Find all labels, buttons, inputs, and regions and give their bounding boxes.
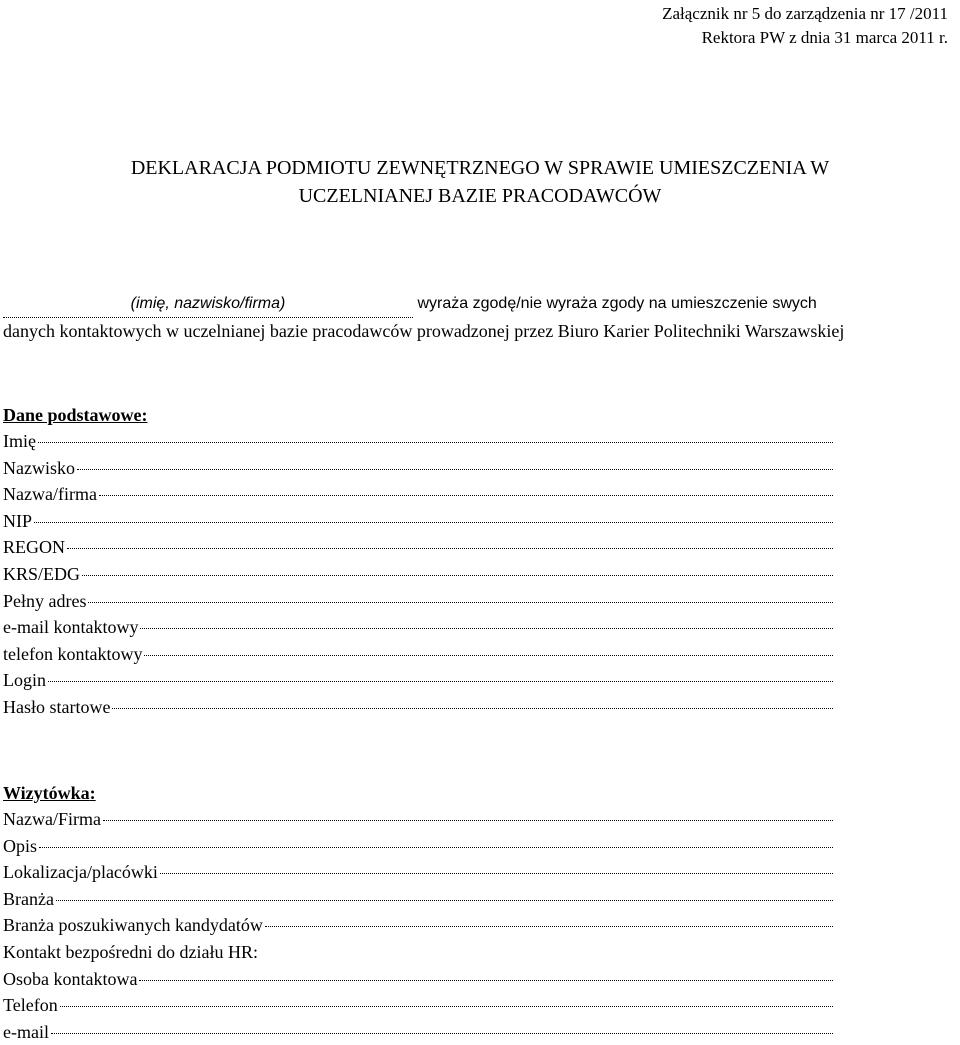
document-title <box>0 154 960 210</box>
basic-data-fields <box>3 428 833 721</box>
field-label: NIP <box>3 510 33 531</box>
field-imie[interactable] <box>3 428 833 455</box>
field-label: Nazwa/Firma <box>3 809 101 829</box>
field-fill-line[interactable] <box>56 900 833 901</box>
field-fill-line[interactable] <box>67 548 833 549</box>
annex-header <box>662 2 948 50</box>
field-label: Kontakt bezpośredni do działu HR: <box>3 941 258 962</box>
card-heading-text: Wizytówka <box>3 783 90 803</box>
field-label: Branża poszukiwanych kandydatów <box>3 915 263 936</box>
field-telefon[interactable] <box>3 992 833 1019</box>
field-e-mail-kontaktowy[interactable] <box>3 614 833 641</box>
field-label: Lokalizacja/placówki <box>3 862 158 883</box>
field-haslo-startowe[interactable] <box>3 694 833 721</box>
field-label: Telefon <box>3 995 58 1016</box>
field-label: e-mail kontaktowy <box>3 617 139 638</box>
field-fill-line[interactable] <box>82 575 833 576</box>
field-krs-edg[interactable] <box>3 561 833 588</box>
field-opis[interactable] <box>3 833 833 860</box>
field-fill-line[interactable] <box>39 847 833 848</box>
field-nazwa-firma[interactable] <box>3 481 833 508</box>
annex-line-2: Rektora PW z dnia 31 marca 2011 r. <box>701 28 948 47</box>
field-osoba-kontaktowa[interactable] <box>3 966 833 993</box>
field-label: KRS/EDG <box>3 563 81 584</box>
field-label: Branża <box>3 888 54 909</box>
field-nip[interactable] <box>3 508 833 535</box>
field-telefon-kontaktowy[interactable] <box>3 641 833 668</box>
field-label: Pełny adres <box>3 590 87 611</box>
field-label: Osoba kontaktowa <box>3 968 138 989</box>
field-nazwisko[interactable] <box>3 455 833 482</box>
field-branza[interactable] <box>3 886 833 913</box>
field-label: Imię <box>3 431 36 451</box>
card-heading: Wizytówka: <box>3 783 96 803</box>
field-lokalizacja-placowki[interactable] <box>3 859 833 886</box>
field-fill-line[interactable] <box>103 820 833 821</box>
field-label: REGON <box>3 537 65 558</box>
basic-data-heading: Dane podstawowe: <box>3 405 148 425</box>
field-fill-line[interactable] <box>139 980 833 981</box>
field-fill-line[interactable] <box>48 681 833 682</box>
field-regon[interactable] <box>3 534 833 561</box>
field-fill-line[interactable] <box>160 873 833 874</box>
field-fill-line[interactable] <box>140 628 833 629</box>
field-fill-line[interactable] <box>265 926 833 927</box>
field-branza-poszukiwanych-kandydatow[interactable] <box>3 912 833 939</box>
field-nazwa-firma[interactable] <box>3 806 833 833</box>
field-fill-line[interactable] <box>77 469 833 470</box>
field-fill-line[interactable] <box>99 495 833 496</box>
consent-statement <box>3 289 960 344</box>
field-fill-line[interactable] <box>60 1006 833 1007</box>
field-fill-line[interactable] <box>112 708 833 709</box>
field-fill-line[interactable] <box>38 442 833 443</box>
name-firm-placeholder[interactable]: (imię, nazwisko/firma) <box>3 291 413 318</box>
field-fill-line[interactable] <box>144 655 833 656</box>
consent-first-line <box>3 289 960 318</box>
field-e-mail[interactable] <box>3 1019 833 1045</box>
field-label: Login <box>3 670 46 691</box>
annex-line-1: Załącznik nr 5 do zarządzenia nr 17 /2011 <box>662 4 948 23</box>
title-line-1: DEKLARACJA PODMIOTU ZEWNĘTRZNEGO W SPRAWIE UMIESZCZENIA W <box>130 157 830 179</box>
field-fill-line[interactable] <box>51 1033 833 1034</box>
field-label: Opis <box>3 835 38 856</box>
field-label: Nazwisko <box>3 457 75 478</box>
field-fill-line[interactable] <box>34 522 833 523</box>
consent-rest-text: danych kontaktowych w uczelnianej bazie pracodawców prowadzonej przez Biuro Karier Politechniki Warszawskiej <box>3 321 845 341</box>
field-label: e-mail <box>3 1021 49 1042</box>
title-line-2: UCZELNIANEJ BAZIE PRACODAWCÓW <box>298 185 662 207</box>
basic-data-heading-text: Dane podstawowe <box>3 405 142 425</box>
field-kontakt-bezposredni-do-dzialu-hr <box>3 939 833 966</box>
field-label: Hasło startowe <box>3 696 111 717</box>
field-login[interactable] <box>3 667 833 694</box>
card-fields <box>3 806 833 1045</box>
field-label: telefon kontaktowy <box>3 643 143 664</box>
field-pelny-adres[interactable] <box>3 588 833 615</box>
consent-inline-text: wyraża zgodę/nie wyraża zgody na umieszczenie swych <box>417 295 817 312</box>
field-fill-line[interactable] <box>88 602 833 603</box>
field-label: Nazwa/firma <box>3 484 97 505</box>
